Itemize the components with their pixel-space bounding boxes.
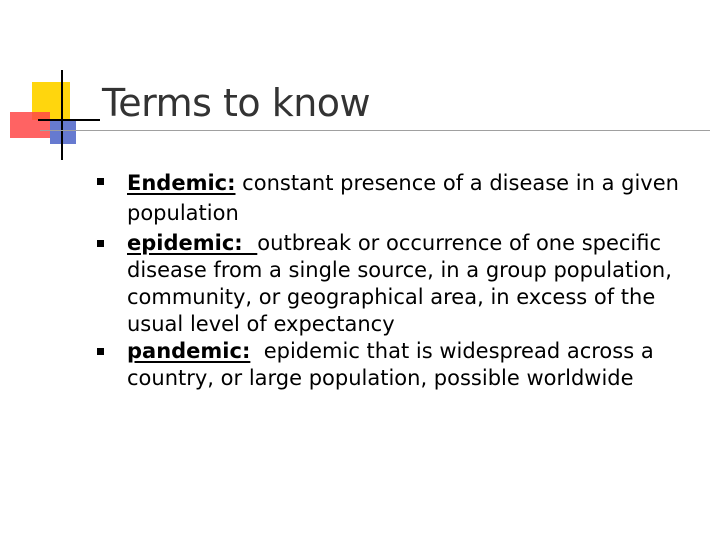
term-definition: constant presence of a disease in a given population bbox=[127, 171, 679, 225]
term-definition: outbreak or occurrence of one specific disease from a single source, in a group population, community, or geographical area, in excess of the usual level of expectancy bbox=[127, 231, 672, 336]
slide-title: Terms to know bbox=[102, 81, 371, 125]
square-bullet-icon bbox=[97, 240, 104, 247]
term-label: pandemic: bbox=[127, 339, 251, 363]
slide-logo-graphic bbox=[0, 0, 110, 170]
list-item bbox=[96, 168, 706, 228]
list-item bbox=[96, 338, 706, 392]
term-label: epidemic: bbox=[127, 231, 258, 255]
square-bullet-icon bbox=[97, 178, 104, 185]
square-bullet-icon bbox=[97, 348, 104, 355]
logo-squares-icon bbox=[0, 0, 110, 170]
term-label: Endemic: bbox=[127, 171, 236, 195]
term-definition: epidemic that is widespread across a country, or large population, possible worldwide bbox=[127, 339, 661, 390]
title-divider bbox=[40, 130, 710, 131]
term-list bbox=[96, 168, 706, 392]
list-item bbox=[96, 230, 706, 338]
